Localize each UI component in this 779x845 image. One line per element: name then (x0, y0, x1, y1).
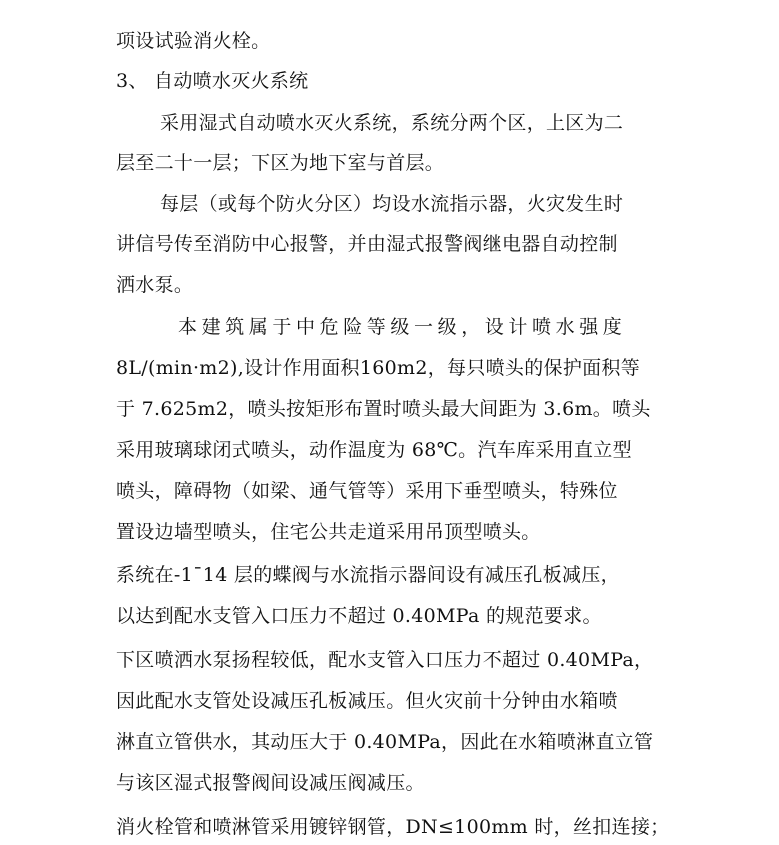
text-line-11: 采用玻璃球闭式喷头，动作温度为 68℃。汽车库采用直立型 (116, 439, 632, 461)
text-line-18: 淋直立管供水，其动压大于 0.40MPa，因此在水箱喷淋直立管 (116, 731, 654, 753)
text-line-17: 因此配水支管处设减压孔板减压。但火灾前十分钟由水箱喷 (116, 690, 618, 712)
text-line-1: 项设试验消火栓。 (116, 30, 271, 52)
text-line-16: 下区喷洒水泵扬程较低，配水支管入口压力不超过 0.40MPa， (116, 649, 654, 671)
text-line-20: 消火栓管和喷淋管采用镀锌钢管，DN≤100mm 时，丝扣连接； (116, 816, 670, 838)
text-line-3: 采用湿式自动喷水灭火系统，系统分两个区，上区为二 (160, 112, 624, 134)
text-line-12: 喷头，障碍物（如梁、通气管等）采用下垂型喷头，特殊位 (116, 480, 618, 502)
text-line-6: 讲信号传至消防中心报警，并由湿式报警阀继电器自动控制 (116, 233, 618, 255)
text-line-5: 每层（或每个防火分区）均设水流指示器，火灾发生时 (160, 193, 624, 215)
text-line-8: 本建筑属于中危险等级一级，设计喷水强度 (178, 316, 627, 338)
text-line-4: 层至二十一层；下区为地下室与首层。 (116, 152, 445, 174)
text-line-7: 洒水泵。 (116, 274, 194, 296)
section-heading: 3、 自动喷水灭火系统 (116, 70, 309, 92)
text-line-14: 系统在-1¯14 层的蝶阀与水流指示器间设有减压孔板减压， (116, 564, 620, 586)
text-line-9: 8L/(min·m2),设计作用面积160m2，每只喷头的保护面积等 (116, 357, 641, 379)
text-line-15: 以达到配水支管入口压力不超过 0.40MPa 的规范要求。 (116, 605, 602, 627)
text-line-13: 置设边墙型喷头，住宅公共走道采用吊顶型喷头。 (116, 521, 541, 543)
text-line-10: 于 7.625m2，喷头按矩形布置时喷头最大间距为 3.6m。喷头 (116, 398, 651, 420)
text-line-19: 与该区湿式报警阀间设减压阀减压。 (116, 772, 425, 794)
